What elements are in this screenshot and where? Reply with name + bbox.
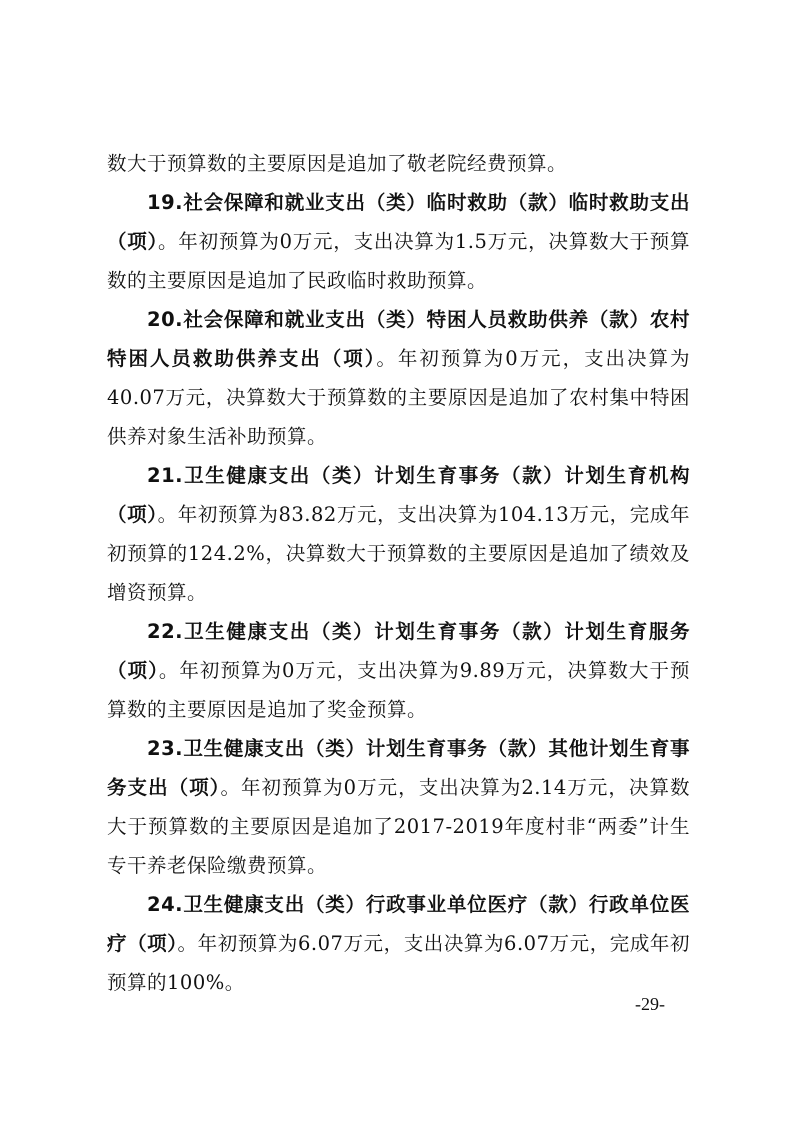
item-20-paragraph xyxy=(107,300,690,456)
item-19-paragraph xyxy=(107,183,690,300)
item-20-heading: 20.社会保障和就业支出（类）特困人员救助供养（款）农村特困人员救助供养支出（项） xyxy=(107,308,690,370)
item-23-paragraph xyxy=(107,729,690,885)
item-23-heading: 23.卫生健康支出（类）计划生育事务（款）其他计划生育事务支出（项） xyxy=(107,737,690,799)
item-20-body: 。年初预算为0万元，支出决算为40.07万元，决算数大于预算数的主要原因是追加了农村集中特困供养对象生活补助预算。 xyxy=(107,347,690,448)
item-22-paragraph xyxy=(107,612,690,729)
continuation-paragraph: 数大于预算数的主要原因是追加了敬老院经费预算。 xyxy=(107,152,568,175)
item-23-body: 。年初预算为0万元，支出决算为2.14万元，决算数大于预算数的主要原因是追加了2017-2019年度村非“两委”计生专干养老保险缴费预算。 xyxy=(107,776,690,877)
item-19-heading: 19.社会保障和就业支出（类）临时救助（款）临时救助支出（项） xyxy=(107,191,690,253)
item-22-heading: 22.卫生健康支出（类）计划生育事务（款）计划生育服务（项） xyxy=(107,620,690,682)
item-24-paragraph xyxy=(107,885,690,1002)
item-19-body: 。年初预算为0万元，支出决算为1.5万元，决算数大于预算数的主要原因是追加了民政临时救助预算。 xyxy=(107,230,690,292)
item-22-body: 。年初预算为0万元，支出决算为9.89万元，决算数大于预算数的主要原因是追加了奖金预算。 xyxy=(107,659,690,721)
item-24-heading: 24.卫生健康支出（类）行政事业单位医疗（款）行政单位医疗（项） xyxy=(107,893,690,955)
item-21-heading: 21.卫生健康支出（类）计划生育事务（款）计划生育机构（项） xyxy=(107,464,690,526)
page-number: -29- xyxy=(635,994,665,1014)
item-21-body: 。年初预算为83.82万元，支出决算为104.13万元，完成年初预算的124.2%，决算数大于预算数的主要原因是追加了绩效及增资预算。 xyxy=(107,503,690,604)
item-24-body: 。年初预算为6.07万元，支出决算为6.07万元，完成年初预算的100%。 xyxy=(107,932,690,994)
item-21-paragraph xyxy=(107,456,690,612)
page-body xyxy=(107,144,690,1002)
